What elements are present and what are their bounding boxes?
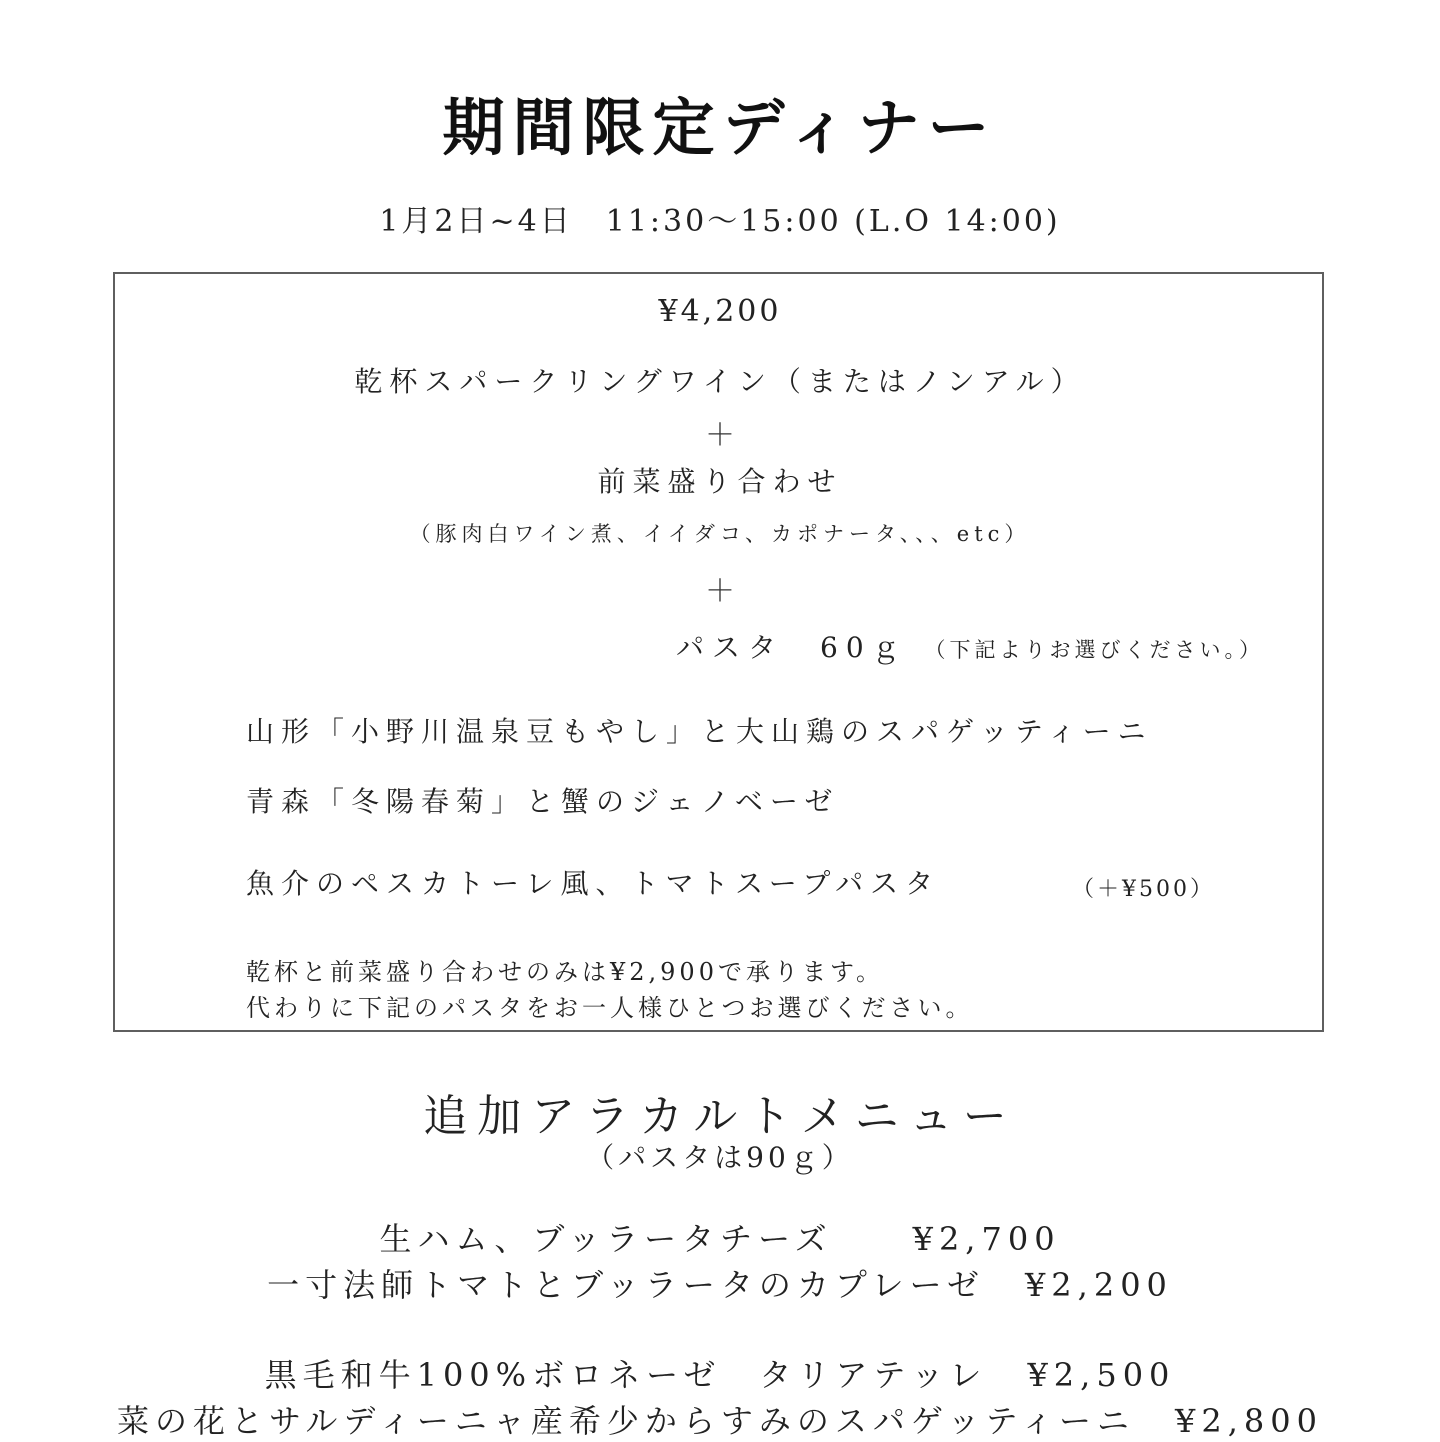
- course-pasta: [676, 626, 1264, 666]
- alacarte-item-name: 生ハム、ブッラータチーズ: [379, 1220, 833, 1258]
- pasta-option: 青森「冬陽春菊」と蟹のジェノベーゼ: [246, 785, 840, 818]
- alacarte-item: [0, 1350, 1440, 1396]
- pasta-option: 山形「小野川温泉豆もやし」と大山鶏のスパゲッティーニ: [246, 715, 1153, 748]
- plus-sign-1: ＋: [705, 418, 735, 453]
- course-drink: 乾杯スパークリングワイン（またはノンアル）: [354, 365, 1086, 398]
- date-time-info: 1月2日~4日 11:30～15:00 (L.O 14:00): [379, 204, 1061, 239]
- alacarte-item-price: ¥2,500: [1027, 1356, 1176, 1394]
- alacarte-item-price: ¥2,700: [912, 1220, 1061, 1258]
- pasta-surcharge: （＋¥500）: [1072, 877, 1215, 902]
- pasta-label: パスタ 60ｇ: [676, 631, 908, 664]
- alacarte-title: 追加アラカルトメニュー: [423, 1091, 1017, 1142]
- alacarte-item: [0, 1260, 1440, 1306]
- course-price: ¥4,200: [658, 294, 782, 329]
- alacarte-item: [0, 1214, 1440, 1260]
- alacarte-item-name: 黒毛和牛100%ボロネーゼ タリアテッレ: [264, 1356, 988, 1394]
- course-note: 代わりに下記のパスタをお一人様ひとつお選びください。: [246, 994, 974, 1022]
- plus-sign-2: ＋: [705, 574, 735, 609]
- alacarte-item: [0, 1396, 1440, 1442]
- page-title: 期間限定ディナー: [442, 91, 998, 164]
- pasta-option: 魚介のペスカトーレ風、トマトスープパスタ: [246, 867, 941, 900]
- appetizer-detail: （豚肉白ワイン煮、イイダコ、カポナータ、、、etc）: [409, 522, 1031, 546]
- alacarte-item-name: 一寸法師トマトとブッラータのカプレーゼ: [267, 1266, 985, 1304]
- pasta-note: （下記よりお選びください。）: [924, 638, 1265, 662]
- alacarte-item-name: 菜の花とサルディーニャ産希少からすみのスパゲッティーニ: [117, 1402, 1136, 1440]
- course-appetizer: 前菜盛り合わせ: [597, 465, 843, 498]
- alacarte-item-price: ¥2,200: [1024, 1266, 1173, 1304]
- alacarte-subtitle: （パスタは90ｇ）: [586, 1141, 854, 1174]
- alacarte-item-price: ¥2,800: [1175, 1402, 1323, 1440]
- course-note: 乾杯と前菜盛り合わせのみは¥2,900で承ります。: [246, 958, 885, 986]
